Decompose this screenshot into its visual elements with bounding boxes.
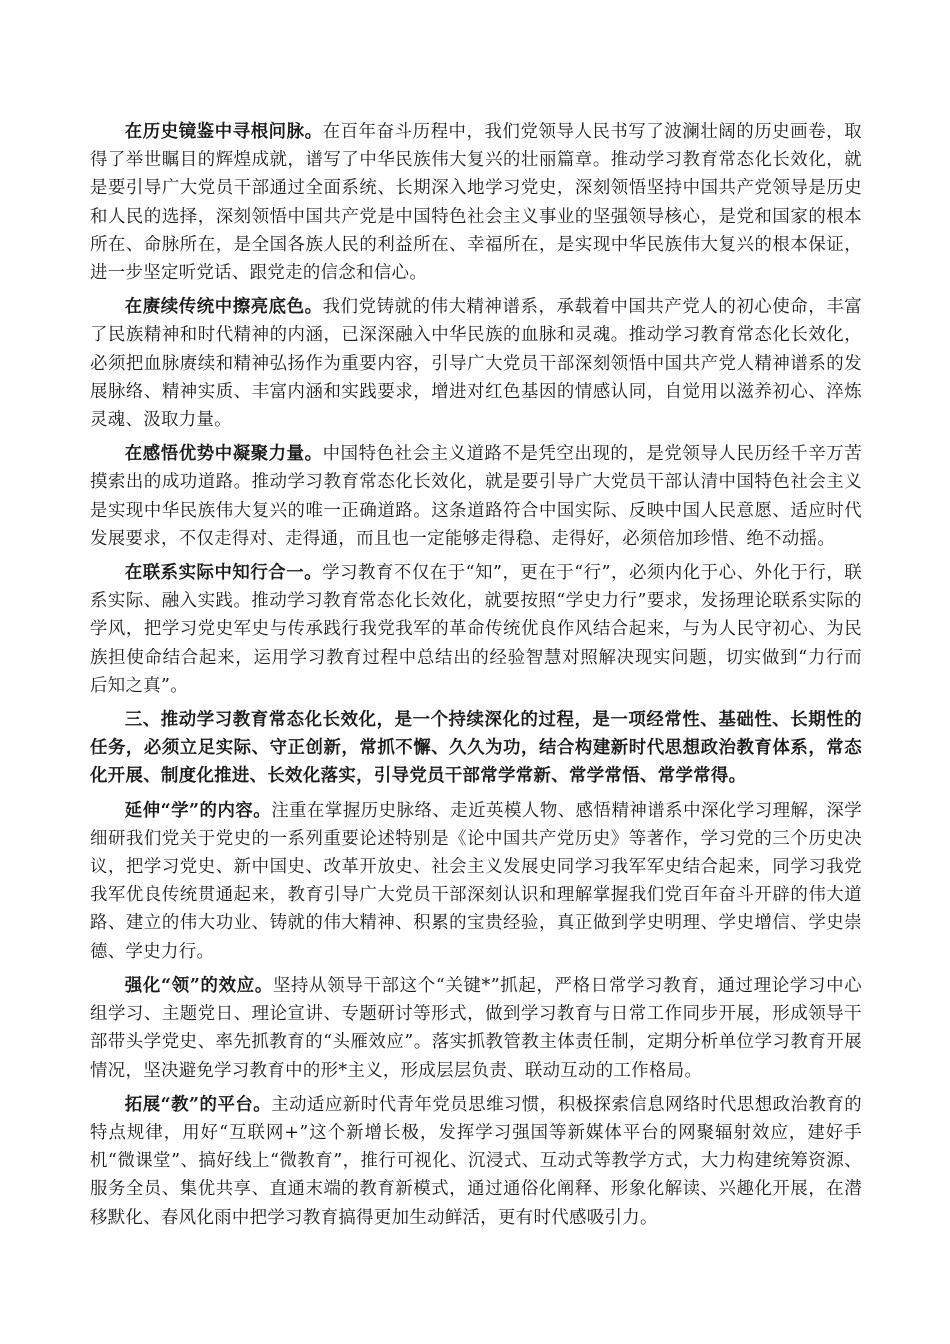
paragraph-platform — [90, 1091, 862, 1232]
paragraph-lead: 在历史镜鉴中寻根问脉。 — [124, 122, 323, 142]
paragraph-text: 中国特色社会主义道路不是凭空出现的，是党领导人民历经千辛万苦摸索出的成功道路。推动学习教育常态化长效化，就是要引导广大党员干部认清中国特色社会主义是实现中华民族伟大复兴的唯一正确道路。这条道路符合中国实际、反映中国人民意愿、适应时代发展要求，不仅走得对、走得通，而且也一定能够走得稳、走得好，必须倍加珍惜、绝不动摇。 — [90, 444, 862, 549]
paragraph-lead: 拓展“教”的平台。 — [124, 1094, 272, 1115]
paragraph-text: 主动适应新时代青年党员思维习惯，积极探索信息网络时代思想政治教育的特点规律，用好“互联网+”这个新增长极，发挥学习强国等新媒体平台的网聚辐射效应，建好手机“微课堂”、搞好线上“微教育”，推行可视化、沉浸式、互动式等教学方式，大力构建统筹资源、服务全员、集优共享、直通末端的教育新模式，通过通俗化阐释、形象化解读、兴趣化开展，在潜移默化、春风化雨中把学习教育搞得更加生动鲜活，更有时代感吸引力。 — [90, 1094, 862, 1228]
paragraph-lead: 延伸“学”的内容。 — [124, 800, 272, 821]
paragraph-lead: 在感悟优势中凝聚力量。 — [124, 444, 323, 465]
paragraph-lead: 在联系实际中知行合一。 — [124, 563, 323, 584]
paragraph-text: 在百年奋斗历程中，我们党领导人民书写了波澜壮阔的历史画卷，取得了举世瞩目的辉煌成就，谱写了中华民族伟大复兴的壮丽篇章。推动学习教育常态化长效化，就是要引导广大党员干部通过全面系统、长期深入地学习党史，深刻领悟坚持中国共产党领导是历史和人民的选择，深刻领悟中国共产党是中国特色社会主义事业的坚强领导核心，是党和国家的根本所在、命脉所在，是全国各族人民的利益所在、幸福所在，是实现中华民族伟大复兴的根本保证，进一步坚定听党话、跟党走的信念和信心。 — [90, 122, 862, 284]
paragraph-lead-effect — [90, 972, 862, 1085]
paragraph-text: 坚持从领导干部这个“关键*”抓起，严格日常学习教育，通过理论学习中心组学习、主题党日、理论宣讲、专题研讨等形式，做到学习教育与日常工作同步开展，形成领导干部带头学党史、率先抓教育的“头雁效应”。落实抓教管教主体责任制，定期分析单位学习教育开展情况，坚决避免学习教育中的形*主义，形成层层负责、联动互动的工作格局。 — [90, 975, 862, 1081]
paragraph-lead: 在赓续传统中擦亮底色。 — [124, 297, 323, 318]
paragraph-strength — [90, 440, 862, 553]
section-heading: 三、推动学习教育常态化长效化，是一个持续深化的过程，是一项经常性、基础性、长期性的任务，必须立足实际、守正创新，常抓不懈、久久为功，结合构建新时代思想政治教育体系，常态化开展、制度化推进、长效化落实，引导党员干部常学常新、常学常悟、常学常得。 — [90, 710, 862, 787]
paragraph-text: 学习教育不仅在于“知”，更在于“行”，必须内化于心、外化于行，联系实际、融入实践。推动学习教育常态化长效化，就要按照“学史力行”要求，发扬理论联系实际的学风，把学习党史军史与传承践行我党我军的革命传统优良作风结合起来，与为人民守初心、为民族担使命结合起来，运用学习教育过程中总结出的经验智慧对照解决现实问题，切实做到“力行而后知之真”。 — [90, 563, 863, 696]
paragraph-tradition — [90, 293, 862, 434]
paragraph-lead: 强化“领”的效应。 — [124, 975, 273, 996]
paragraph-history — [90, 118, 862, 287]
paragraph-practice — [90, 559, 862, 700]
paragraph-text: 我们党铸就的伟大精神谱系，承载着中国共产党人的初心使命，丰富了民族精神和时代精神的内涵，已深深融入中华民族的血脉和灵魂。推动学习教育常态化长效化，必须把血脉赓续和精神弘扬作为重要内容，引导广大党员干部深刻领悟中国共产党人精神谱系的发展脉络、精神实质、丰富内涵和实践要求，增进对红色基因的情感认同，自觉用以滋养初心、淬炼灵魂、汲取力量。 — [90, 297, 862, 431]
paragraph-text: 注重在掌握历史脉络、走近英模人物、感悟精神谱系中深化学习理解，深学细研我们党关于党史的一系列重要论述特别是《论中国共产党历史》等著作，学习党的三个历史决议，把学习党史、新中国史、改革开放史、社会主义发展史同学习我军军史结合起来，同学习我党我军优良传统贯通起来，教育引导广大党员干部深刻认识和理解掌握我们党百年奋斗开辟的伟大道路、建立的伟大功业、铸就的伟大精神、积累的宝贵经验，真正做到学史明理、学史增信、学史崇德、学史力行。 — [90, 800, 862, 962]
document-body — [90, 118, 862, 1238]
paragraph-learn — [90, 797, 862, 966]
